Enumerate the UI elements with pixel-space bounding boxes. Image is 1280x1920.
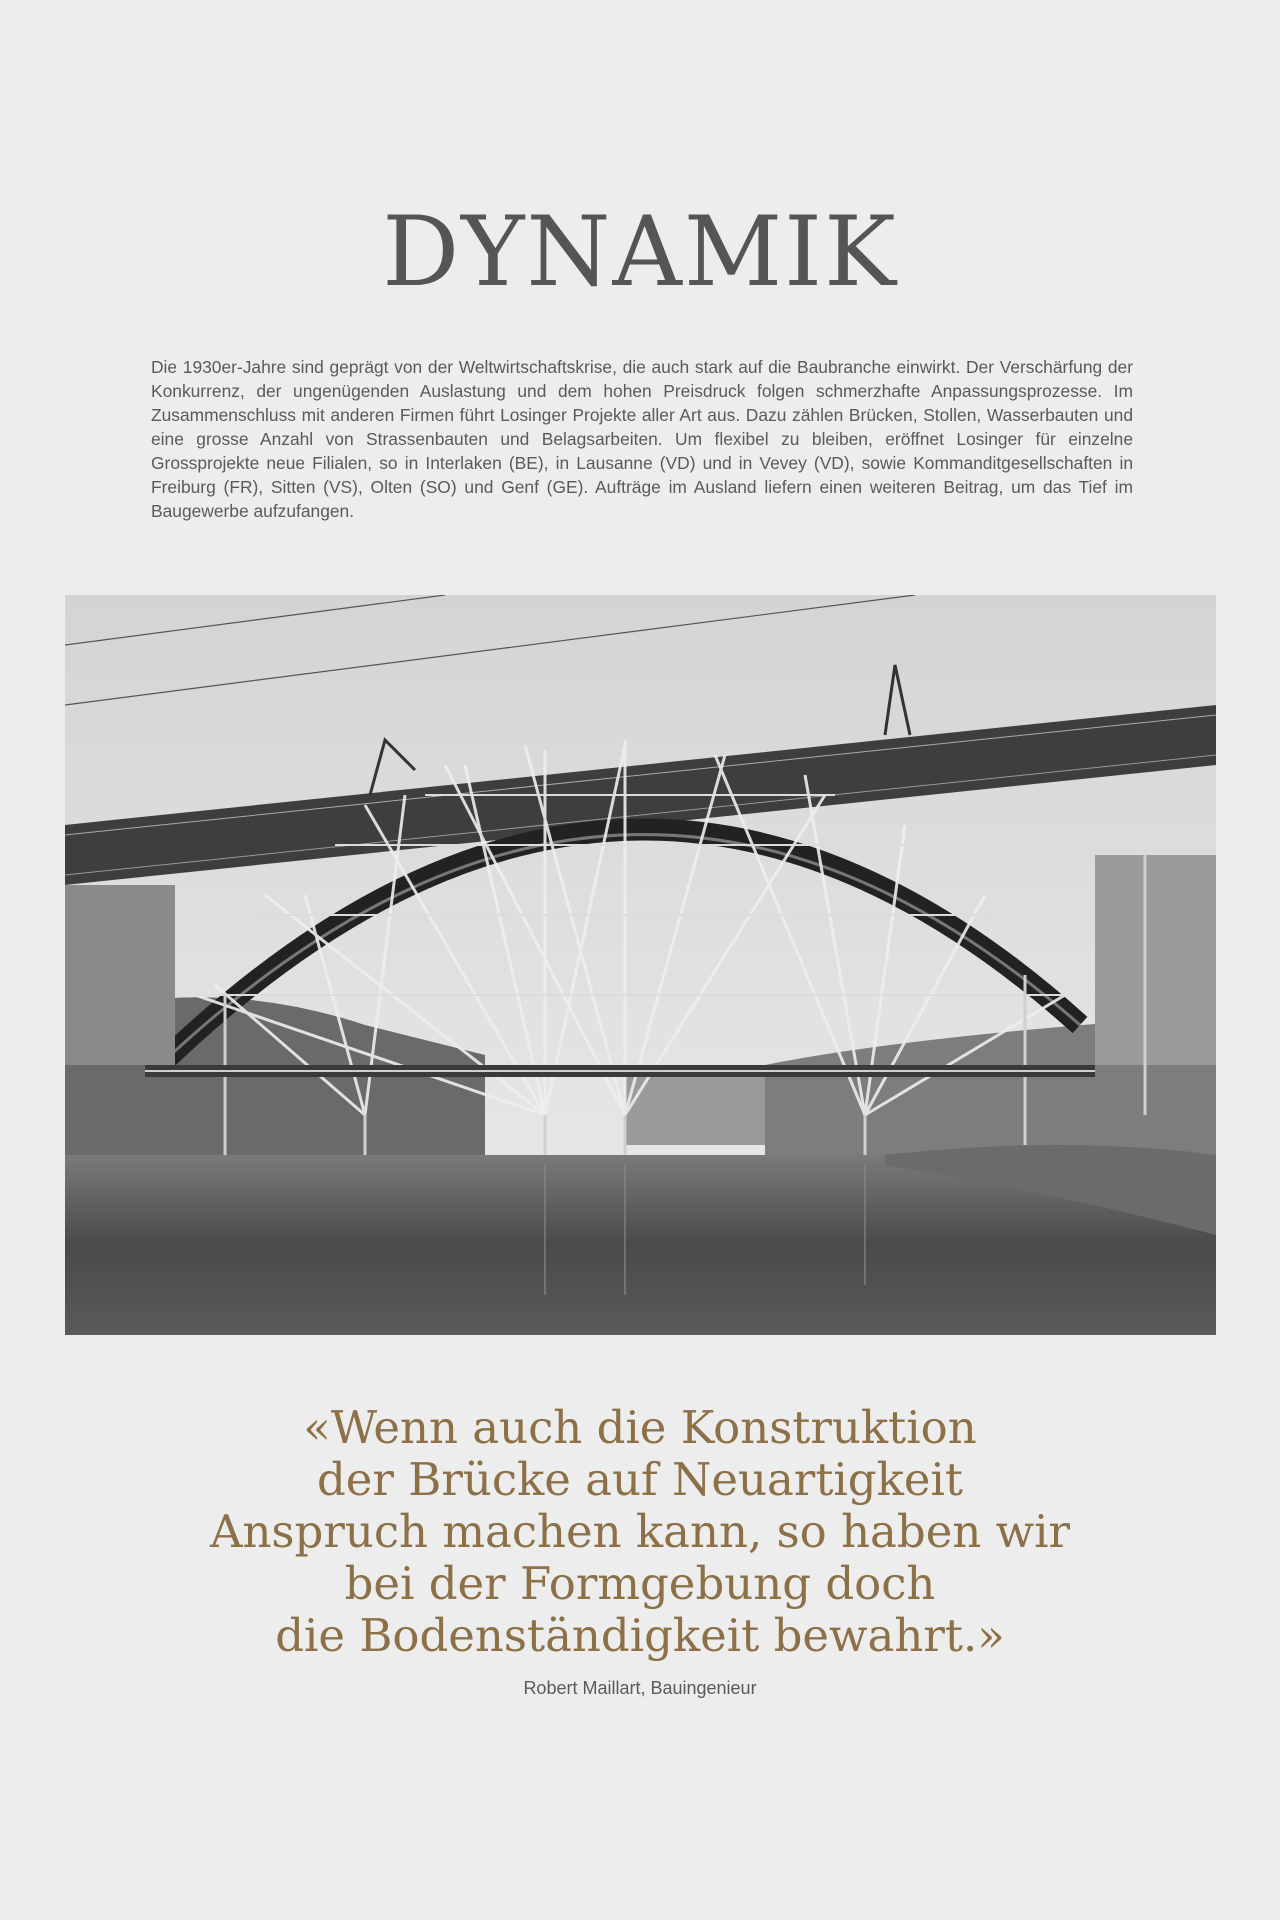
quote-line: die Bodenständigkeit bewahrt.» [275,1609,1005,1662]
quote [60,1402,1220,1662]
page-title: DYNAMIK [382,196,898,308]
quote-line: der Brücke auf Neuartigkeit [317,1453,963,1506]
quote-line: bei der Formgebung doch [344,1557,936,1610]
quote-line: Anspruch machen kann, so haben wir [209,1505,1071,1558]
quote-line: «Wenn auch die Konstruktion [303,1401,977,1454]
bridge-scaffolding-illustration [65,595,1216,1335]
intro-paragraph: Die 1930er-Jahre sind geprägt von der Weltwirtschaftskrise, die auch stark auf die Baubranche einwirkt. Der Verschärfung der Konkurrenz, der ungenügenden Auslastung und dem hohen Preisdruck folgen schmerzhafte Anpassungsprozesse. Im Zusammenschluss mit anderen Firmen führt Losinger Projekte aller Art aus. Dazu zählen Brücken, Stollen, Wasserbauten und eine grosse Anzahl von Strassenbauten und Belagsarbeiten. Um flexibel zu bleiben, eröffnet Losinger für einzelne Grossprojekte neue Filialen, so in Interlaken (BE), in Lausanne (VD) und in Vevey (VD), sowie Kommanditgesellschaften in Freiburg (FR), Sitten (VS), Olten (SO) und Genf (GE). Aufträge im Ausland liefern einen weiteren Beitrag, um das Tief im Baugewerbe aufzufangen. [151,357,1133,521]
quote-attribution: Robert Maillart, Bauingenieur [523,1678,757,1698]
bridge-construction-photo [65,595,1216,1335]
